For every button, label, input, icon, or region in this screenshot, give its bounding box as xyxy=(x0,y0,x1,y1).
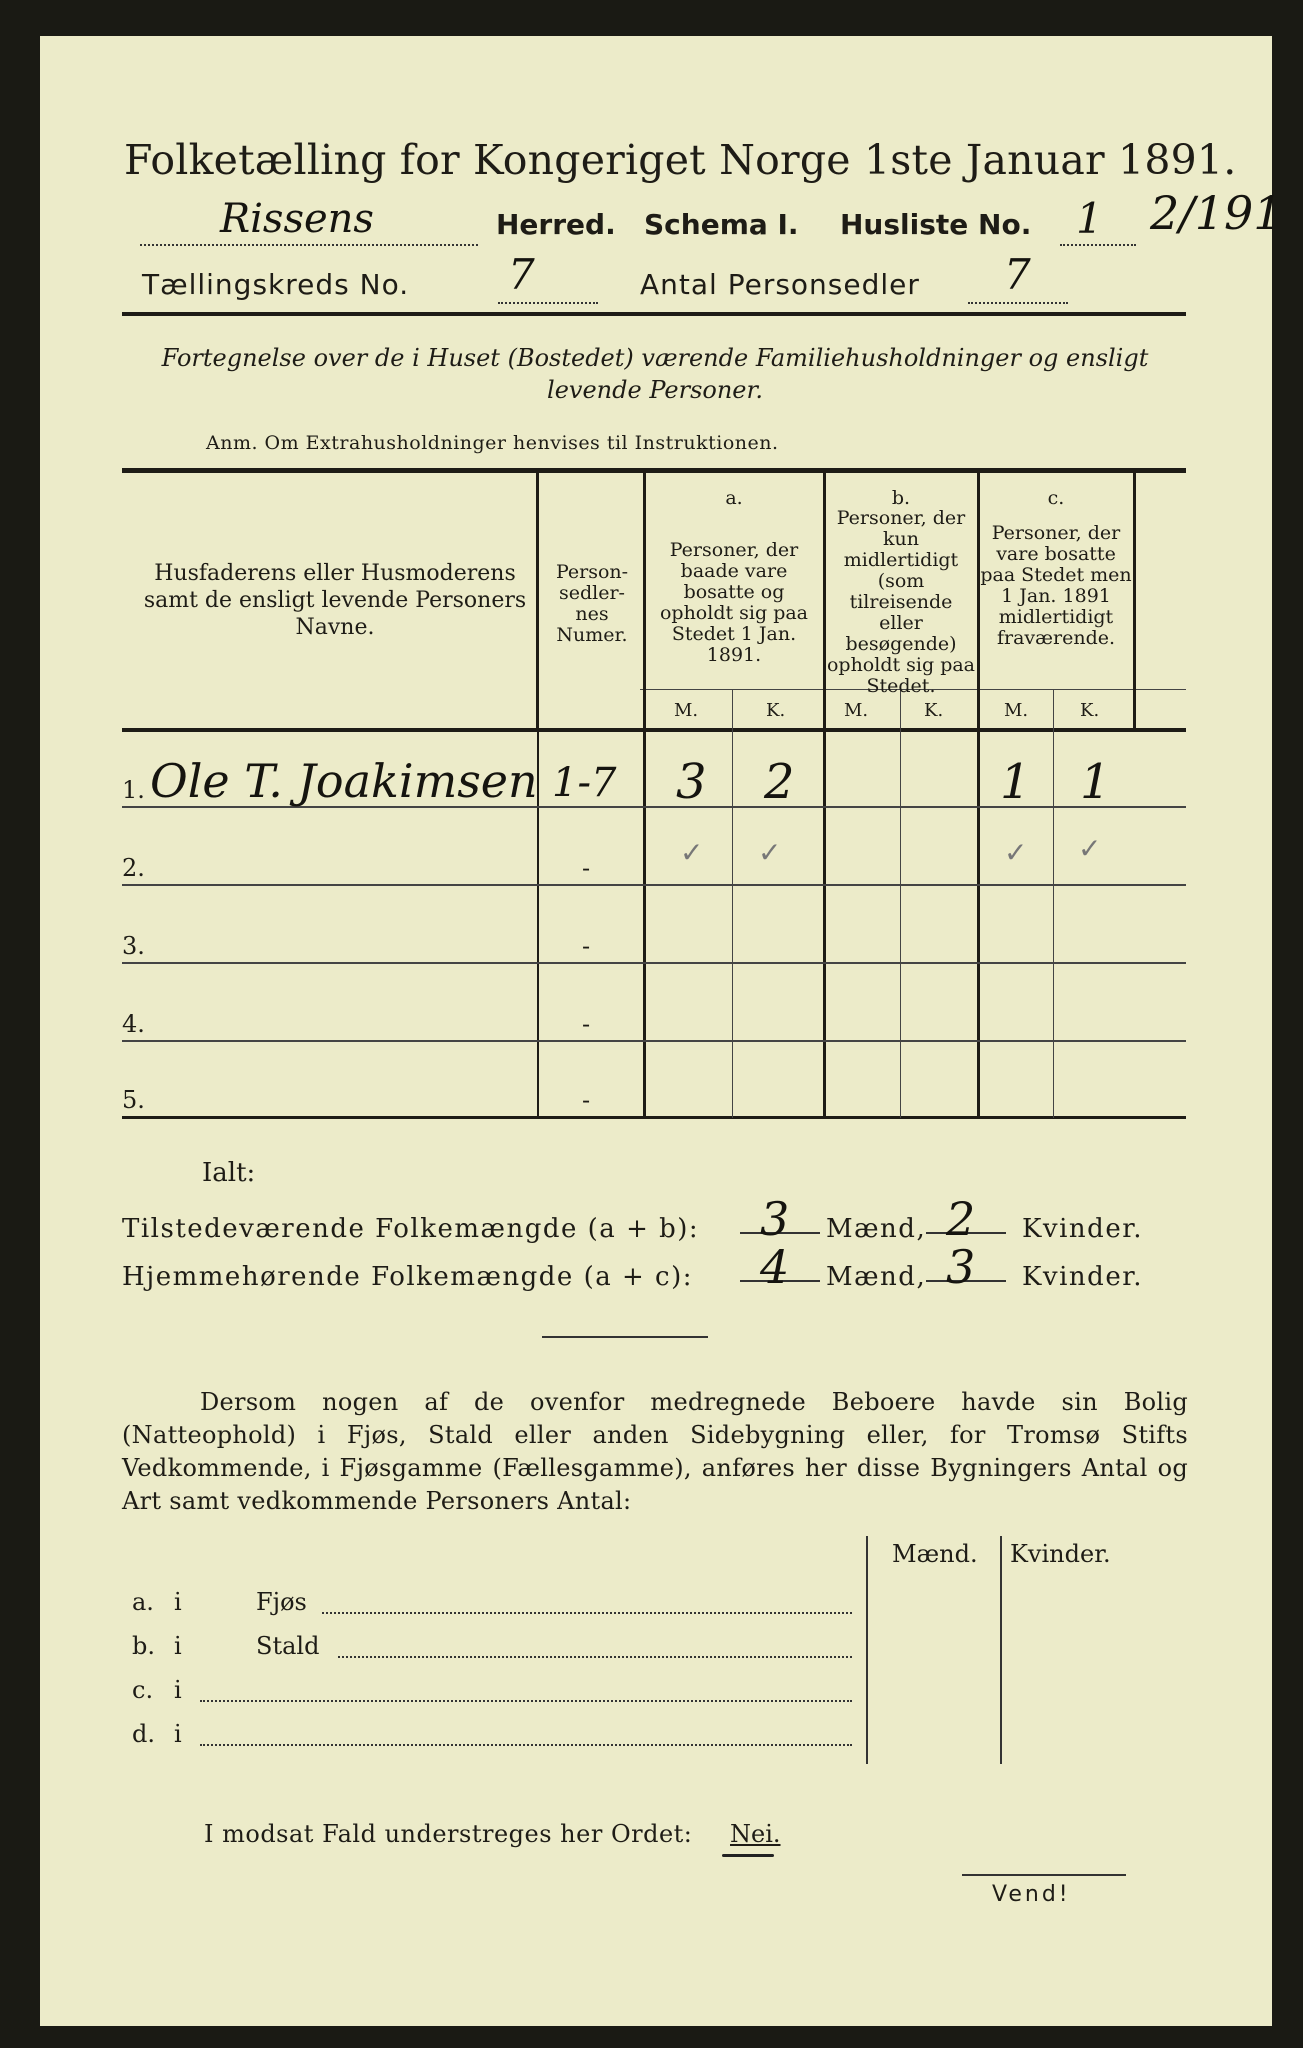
a-k-check: ✓ xyxy=(758,836,782,869)
vline-a-mk xyxy=(732,689,733,1118)
kreds-label: Tællingskreds No. xyxy=(142,268,410,301)
buildings-vline-2 xyxy=(1000,1536,1002,1764)
header-rule xyxy=(122,312,1186,316)
kvinder-label: Kvinder. xyxy=(1022,1262,1144,1292)
building-dots-b xyxy=(338,1640,852,1658)
person-numbers: - xyxy=(582,932,591,960)
total-resident-m: 4 xyxy=(760,1240,790,1294)
col-a-m: M. xyxy=(674,700,699,721)
person-numbers: - xyxy=(582,1010,591,1038)
col-header-b: Personer, der kun midlertidigt (som tilreisende eller besøgende) opholdt sig paa Stedet. xyxy=(826,507,976,697)
col-c-k: K. xyxy=(1080,700,1100,721)
col-a-k: K. xyxy=(766,700,786,721)
a-m-check: ✓ xyxy=(680,836,704,869)
building-i: i xyxy=(174,1588,182,1616)
nei-underline xyxy=(722,1854,774,1857)
buildings-col-maend: Mænd. xyxy=(892,1540,978,1568)
nei-word: Nei. xyxy=(730,1820,781,1848)
c-k-value: 1 xyxy=(1080,754,1111,810)
person-numbers: - xyxy=(582,1086,591,1114)
col-header-c: Personer, der vare bosatte paa Stedet men 1 Jan. 1891 midlertidigt fraværende. xyxy=(980,522,1132,649)
building-i: i xyxy=(174,1632,182,1660)
vline-b-mk xyxy=(900,689,901,1118)
anm-note: Anm. Om Extrahusholdninger henvises til Instruktionen. xyxy=(206,432,779,454)
husliste-label: Husliste No. xyxy=(840,208,1032,241)
maend-label: Mænd, xyxy=(826,1214,927,1244)
vline-name xyxy=(536,472,539,728)
herred-label: Herred. xyxy=(496,208,616,241)
vend-label: Vend! xyxy=(992,1882,1071,1907)
c-m-check: ✓ xyxy=(1004,836,1028,869)
col-header-a: Personer, der baade vare bosatte og opholdt sig paa Stedet 1 Jan. 1891. xyxy=(659,539,809,666)
separator-rule xyxy=(542,1336,708,1338)
buildings-vline-1 xyxy=(866,1536,868,1764)
vend-rule xyxy=(962,1874,1126,1876)
maend-label: Mænd, xyxy=(826,1262,927,1292)
row-number: 3. xyxy=(122,932,145,960)
total-present-m: 3 xyxy=(760,1192,790,1246)
row-number: 4. xyxy=(122,1010,145,1038)
buildings-paragraph: Dersom nogen af de ovenfor medregnede Beboere havde sin Bolig (Natteophold) i Fjøs, Stald eller anden Sidebygning eller, for Tromsø Stifts Vedkommende, i Fjøsgamme (Fællesgamme), anføres her disse Bygningers Antal og Art samt vedkommende Personers Antal: xyxy=(122,1388,1188,1515)
household-name: Ole T. Joakimsen xyxy=(150,754,538,808)
table-top-rule xyxy=(122,468,1186,473)
building-dots-a xyxy=(322,1596,852,1614)
col-header-b-letter: b. xyxy=(891,487,911,509)
corner-note: 2/191 xyxy=(1150,186,1283,240)
building-dots-c xyxy=(200,1684,852,1702)
building-letter: d. xyxy=(132,1720,155,1748)
herred-value: Rissens xyxy=(220,196,374,242)
a-m-value: 3 xyxy=(676,754,707,810)
col-header-name: Husfaderens eller Husmoderens samt de ensligt levende Personers Navne. xyxy=(143,561,527,640)
row-number: 1. xyxy=(122,776,145,804)
col-c-m: M. xyxy=(1004,700,1029,721)
total-resident-k: 3 xyxy=(946,1240,976,1294)
form-title: Folketælling for Kongeriget Norge 1ste Januar 1891. xyxy=(124,136,1237,184)
buildings-col-kvinder: Kvinder. xyxy=(1010,1540,1111,1568)
row-line-4 xyxy=(122,1040,1186,1042)
kvinder-label: Kvinder. xyxy=(1022,1214,1144,1244)
antal-value: 7 xyxy=(1004,250,1031,299)
ialt-label: Ialt: xyxy=(202,1158,256,1188)
col-header-num: Person-sedler-nes Numer. xyxy=(555,561,629,646)
census-form-page xyxy=(40,36,1283,2026)
table-bottom-rule xyxy=(122,1116,1186,1119)
kreds-value: 7 xyxy=(508,250,535,299)
col-header-c-letter: c. xyxy=(1047,487,1065,509)
antal-label: Antal Personsedler xyxy=(640,268,920,301)
row-number: 2. xyxy=(122,854,145,882)
building-label-fjos: Fjøs xyxy=(256,1588,307,1616)
building-i: i xyxy=(174,1720,182,1748)
row-line-3 xyxy=(122,962,1186,964)
building-letter: a. xyxy=(132,1588,154,1616)
building-dots-d xyxy=(200,1728,852,1746)
total-present-k: 2 xyxy=(946,1192,976,1246)
person-numbers: 1-7 xyxy=(552,760,617,806)
vline-c-mk xyxy=(1053,689,1054,1118)
table-header-rule xyxy=(122,728,1186,732)
building-i: i xyxy=(174,1676,182,1704)
row-number: 5. xyxy=(122,1086,145,1114)
person-numbers: - xyxy=(582,854,591,882)
building-letter: b. xyxy=(132,1632,155,1660)
col-b-k: K. xyxy=(924,700,944,721)
total-present-label: Tilstedeværende Folkemængde (a + b): xyxy=(122,1214,700,1244)
intro-heading: Fortegnelse over de i Huset (Bostedet) værende Familiehusholdninger og ensligt levende Personer. xyxy=(161,344,1149,404)
schema-label: Schema I. xyxy=(644,208,799,241)
building-letter: c. xyxy=(132,1676,154,1704)
husliste-value: 1 xyxy=(1076,194,1103,243)
total-resident-label: Hjemmehørende Folkemængde (a + c): xyxy=(122,1262,693,1292)
row-line-2 xyxy=(122,884,1186,886)
building-label-stald: Stald xyxy=(256,1632,320,1660)
c-k-check: ✓ xyxy=(1078,832,1102,865)
c-m-value: 1 xyxy=(1000,754,1031,810)
col-b-m: M. xyxy=(844,700,869,721)
a-k-value: 2 xyxy=(764,754,795,810)
vline-c-header xyxy=(1133,472,1136,728)
modsat-text: I modsat Fald understreges her Ordet: xyxy=(204,1820,693,1848)
col-header-a-letter: a. xyxy=(725,487,743,509)
